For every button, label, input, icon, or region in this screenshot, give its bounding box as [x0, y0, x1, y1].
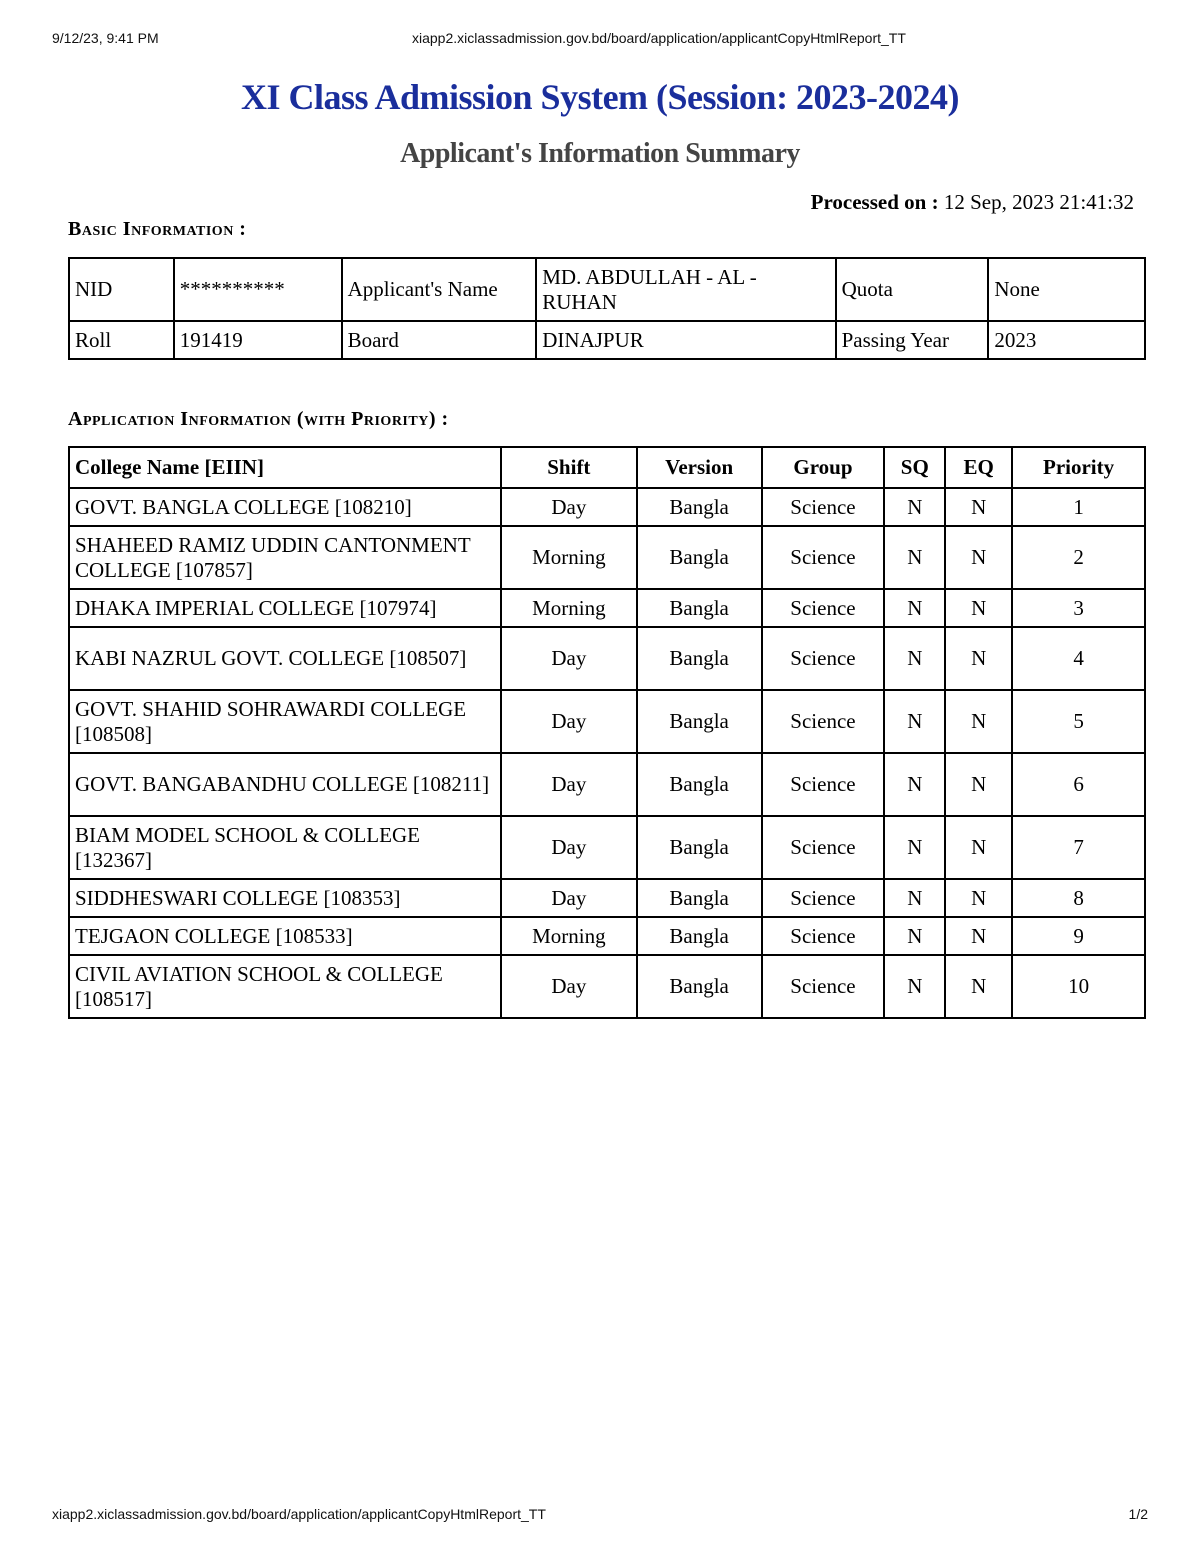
- col-shift: Shift: [501, 447, 637, 488]
- version-cell: Bangla: [637, 753, 762, 816]
- college-name-cell: TEJGAON COLLEGE [108533]: [69, 917, 501, 955]
- shift-cell: Day: [501, 955, 637, 1018]
- basic-row: [69, 321, 1145, 359]
- group-cell: Science: [762, 816, 885, 879]
- eq-cell: N: [945, 816, 1012, 879]
- group-cell: Science: [762, 879, 885, 917]
- shift-cell: Morning: [501, 589, 637, 627]
- table-row: [69, 589, 1145, 627]
- shift-cell: Day: [501, 627, 637, 690]
- page-subtitle: Applicant's Information Summary: [400, 138, 800, 169]
- eq-cell: N: [945, 690, 1012, 753]
- eq-cell: N: [945, 589, 1012, 627]
- group-cell: Science: [762, 488, 885, 526]
- processed-label: Processed on :: [810, 190, 939, 214]
- col-priority: Priority: [1012, 447, 1145, 488]
- table-row: [69, 627, 1145, 690]
- roll-value: 191419: [174, 321, 342, 359]
- shift-cell: Day: [501, 816, 637, 879]
- application-header-row: [69, 447, 1145, 488]
- priority-cell: 10: [1012, 955, 1145, 1018]
- college-name-cell: SHAHEED RAMIZ UDDIN CANTONMENT COLLEGE [107857]: [69, 526, 501, 589]
- priority-cell: 7: [1012, 816, 1145, 879]
- sq-cell: N: [884, 753, 945, 816]
- priority-cell: 8: [1012, 879, 1145, 917]
- eq-cell: N: [945, 526, 1012, 589]
- priority-cell: 9: [1012, 917, 1145, 955]
- footer-url: xiapp2.xiclassadmission.gov.bd/board/application/applicantCopyHtmlReport_TT: [52, 1506, 546, 1522]
- sq-cell: N: [884, 816, 945, 879]
- priority-cell: 3: [1012, 589, 1145, 627]
- eq-cell: N: [945, 753, 1012, 816]
- application-table: [68, 446, 1146, 1019]
- version-cell: Bangla: [637, 526, 762, 589]
- application-info-heading: Application Information (with Priority) :: [68, 408, 449, 430]
- roll-label: Roll: [69, 321, 174, 359]
- priority-cell: 6: [1012, 753, 1145, 816]
- college-name-cell: KABI NAZRUL GOVT. COLLEGE [108507]: [69, 627, 501, 690]
- version-cell: Bangla: [637, 955, 762, 1018]
- name-label: Applicant's Name: [342, 258, 537, 321]
- sq-cell: N: [884, 955, 945, 1018]
- college-name-cell: DHAKA IMPERIAL COLLEGE [107974]: [69, 589, 501, 627]
- quota-value: None: [988, 258, 1145, 321]
- col-group: Group: [762, 447, 885, 488]
- college-name-cell: CIVIL AVIATION SCHOOL & COLLEGE [108517]: [69, 955, 501, 1018]
- priority-cell: 1: [1012, 488, 1145, 526]
- shift-cell: Day: [501, 753, 637, 816]
- version-cell: Bangla: [637, 879, 762, 917]
- sq-cell: N: [884, 526, 945, 589]
- group-cell: Science: [762, 917, 885, 955]
- table-row: [69, 526, 1145, 589]
- priority-cell: 4: [1012, 627, 1145, 690]
- group-cell: Science: [762, 753, 885, 816]
- eq-cell: N: [945, 627, 1012, 690]
- print-header: [0, 30, 1200, 50]
- print-footer: [0, 1506, 1200, 1526]
- shift-cell: Day: [501, 690, 637, 753]
- sq-cell: N: [884, 627, 945, 690]
- sq-cell: N: [884, 879, 945, 917]
- version-cell: Bangla: [637, 488, 762, 526]
- processed-on: [811, 190, 1134, 215]
- print-datetime: 9/12/23, 9:41 PM: [52, 30, 159, 46]
- table-row: [69, 753, 1145, 816]
- shift-cell: Morning: [501, 917, 637, 955]
- page-title: XI Class Admission System (Session: 2023-2024): [240, 77, 960, 117]
- nid-label: NID: [69, 258, 174, 321]
- group-cell: Science: [762, 627, 885, 690]
- priority-cell: 5: [1012, 690, 1145, 753]
- version-cell: Bangla: [637, 917, 762, 955]
- shift-cell: Morning: [501, 526, 637, 589]
- version-cell: Bangla: [637, 816, 762, 879]
- table-row: [69, 488, 1145, 526]
- sq-cell: N: [884, 690, 945, 753]
- version-cell: Bangla: [637, 627, 762, 690]
- table-row: [69, 955, 1145, 1018]
- sq-cell: N: [884, 488, 945, 526]
- eq-cell: N: [945, 879, 1012, 917]
- print-url: xiapp2.xiclassadmission.gov.bd/board/application/applicantCopyHtmlReport_TT: [412, 30, 906, 46]
- eq-cell: N: [945, 917, 1012, 955]
- priority-cell: 2: [1012, 526, 1145, 589]
- version-cell: Bangla: [637, 690, 762, 753]
- shift-cell: Day: [501, 488, 637, 526]
- basic-info-table: [68, 257, 1146, 360]
- sq-cell: N: [884, 917, 945, 955]
- nid-value: **********: [174, 258, 342, 321]
- col-eq: EQ: [945, 447, 1012, 488]
- basic-row: [69, 258, 1145, 321]
- page-number: 1/2: [1128, 1506, 1148, 1522]
- col-college-name: College Name [EIIN]: [69, 447, 501, 488]
- group-cell: Science: [762, 955, 885, 1018]
- quota-label: Quota: [836, 258, 989, 321]
- year-value: 2023: [988, 321, 1145, 359]
- name-value: MD. ABDULLAH - AL - RUHAN: [536, 258, 835, 321]
- college-name-cell: GOVT. BANGABANDHU COLLEGE [108211]: [69, 753, 501, 816]
- processed-value: 12 Sep, 2023 21:41:32: [943, 190, 1134, 214]
- year-label: Passing Year: [836, 321, 989, 359]
- col-sq: SQ: [884, 447, 945, 488]
- table-row: [69, 917, 1145, 955]
- college-name-cell: SIDDHESWARI COLLEGE [108353]: [69, 879, 501, 917]
- table-row: [69, 879, 1145, 917]
- table-row: [69, 690, 1145, 753]
- col-version: Version: [637, 447, 762, 488]
- college-name-cell: BIAM MODEL SCHOOL & COLLEGE [132367]: [69, 816, 501, 879]
- version-cell: Bangla: [637, 589, 762, 627]
- shift-cell: Day: [501, 879, 637, 917]
- eq-cell: N: [945, 955, 1012, 1018]
- table-row: [69, 816, 1145, 879]
- group-cell: Science: [762, 589, 885, 627]
- college-name-cell: GOVT. BANGLA COLLEGE [108210]: [69, 488, 501, 526]
- eq-cell: N: [945, 488, 1012, 526]
- board-value: DINAJPUR: [536, 321, 835, 359]
- college-name-cell: GOVT. SHAHID SOHRAWARDI COLLEGE [108508]: [69, 690, 501, 753]
- board-label: Board: [342, 321, 537, 359]
- group-cell: Science: [762, 690, 885, 753]
- basic-info-heading: Basic Information :: [68, 218, 247, 240]
- sq-cell: N: [884, 589, 945, 627]
- group-cell: Science: [762, 526, 885, 589]
